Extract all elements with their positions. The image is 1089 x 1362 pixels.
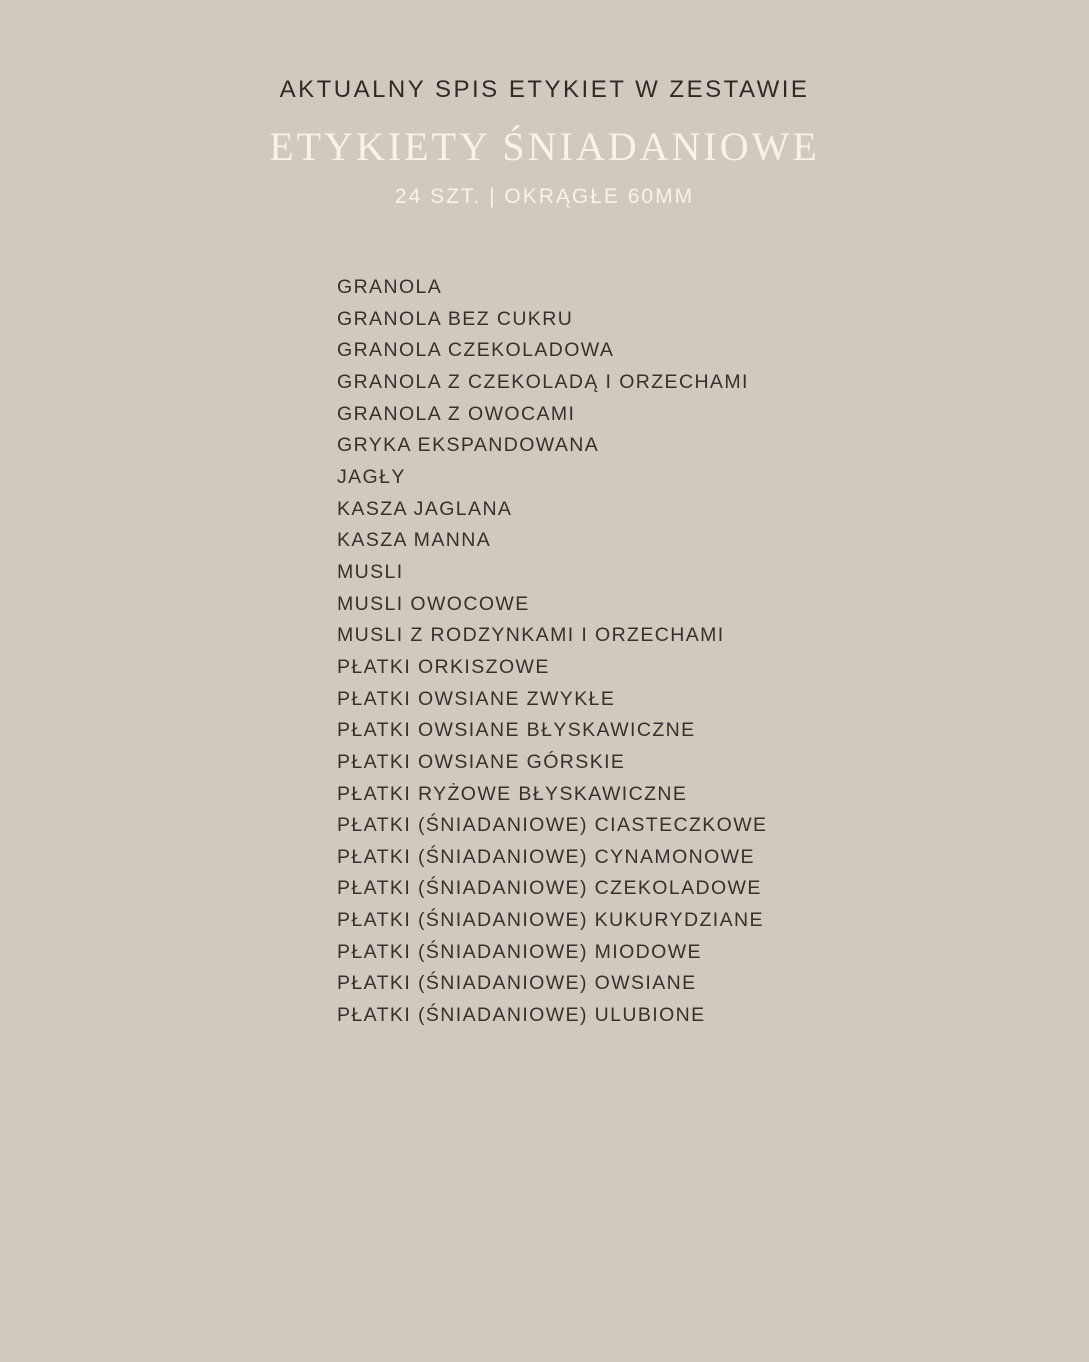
page-subtitle: 24 SZT. | OKRĄGŁE 60MM [394, 185, 695, 208]
list-item: GRANOLA BEZ CUKRU [337, 307, 574, 330]
list-item: GRANOLA CZEKOLADOWA [337, 339, 615, 362]
list-item: MUSLI Z RODZYNKAMI I ORZECHAMI [337, 624, 725, 647]
list-item: MUSLI OWOCOWE [337, 592, 530, 615]
list-item: PŁATKI RYŻOWE BŁYSKAWICZNE [337, 782, 688, 805]
list-item: JAGŁY [337, 465, 406, 488]
list-item: PŁATKI OWSIANE ZWYKŁE [337, 687, 616, 710]
list-item: PŁATKI (ŚNIADANIOWE) CZEKOLADOWE [337, 877, 762, 900]
list-item: GRANOLA Z CZEKOLADĄ I ORZECHAMI [337, 370, 749, 393]
list-item: KASZA MANNA [337, 529, 492, 552]
label-list [337, 272, 767, 1032]
list-item: PŁATKI (ŚNIADANIOWE) MIODOWE [337, 940, 702, 963]
list-item: PŁATKI (ŚNIADANIOWE) OWSIANE [337, 972, 697, 995]
eyebrow-heading: AKTUALNY SPIS ETYKIET W ZESTAWIE [279, 76, 810, 103]
list-item: PŁATKI (ŚNIADANIOWE) KUKURYDZIANE [337, 909, 764, 932]
list-item: MUSLI [337, 560, 404, 583]
page-title: ETYKIETY ŚNIADANIOWE [269, 124, 820, 169]
list-item: GRANOLA [337, 276, 443, 298]
list-item: PŁATKI (ŚNIADANIOWE) CIASTECZKOWE [337, 814, 768, 837]
list-item: GRYKA EKSPANDOWANA [337, 434, 600, 457]
list-item: KASZA JAGLANA [337, 497, 513, 520]
list-item: PŁATKI OWSIANE BŁYSKAWICZNE [337, 719, 696, 742]
list-item: PŁATKI (ŚNIADANIOWE) CYNAMONOWE [337, 845, 755, 868]
list-item: PŁATKI (ŚNIADANIOWE) ULUBIONE [337, 1004, 706, 1027]
list-item: PŁATKI ORKISZOWE [337, 655, 550, 678]
list-item: GRANOLA Z OWOCAMI [337, 402, 576, 425]
list-item: PŁATKI OWSIANE GÓRSKIE [337, 750, 626, 773]
